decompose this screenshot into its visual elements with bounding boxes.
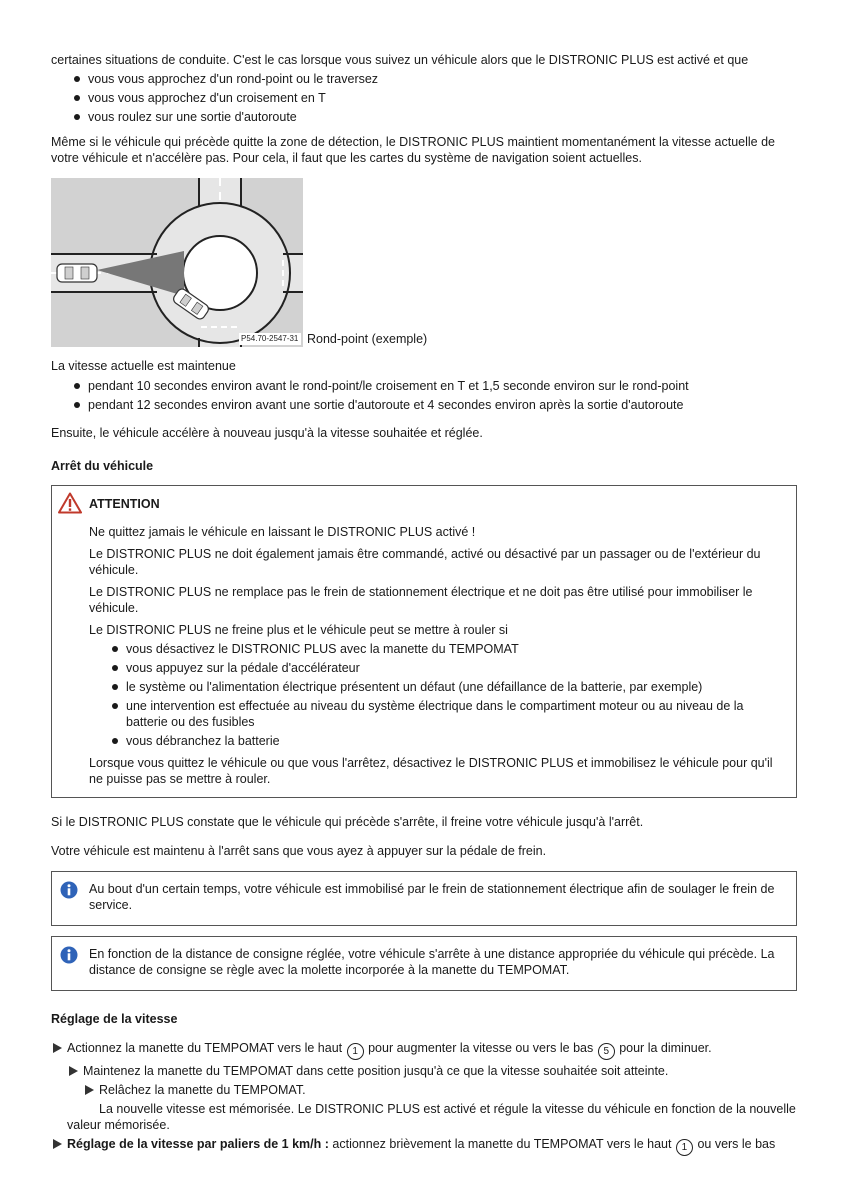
warning-title: ATTENTION bbox=[89, 497, 160, 511]
list-item: vous appuyez sur la pédale d'accélérateur bbox=[110, 660, 782, 676]
list-item: vous débranchez la batterie bbox=[110, 733, 782, 749]
warning-bullets bbox=[89, 641, 782, 749]
intro-bullet-list bbox=[51, 71, 797, 125]
step-3-result-text: La nouvelle vitesse est mémorisée. Le DISTRONIC PLUS est activé et régule la vitesse du véhicule en fonction de la nouvelle valeur mémorisée. bbox=[67, 1102, 796, 1132]
stop-paragraph-2: Votre véhicule est maintenu à l'arrêt sans que vous ayez à appuyer sur la pédale de frein. bbox=[51, 844, 547, 858]
list-item: pendant 10 secondes environ avant le rond-point/le croisement en T et 1,5 seconde environ sur le rond-point bbox=[72, 378, 797, 394]
speed-held-lead: La vitesse actuelle est maintenue bbox=[51, 359, 236, 373]
step-4-bold: Réglage de la vitesse par paliers de 1 km/h : bbox=[67, 1137, 329, 1151]
warning-p3: Le DISTRONIC PLUS ne remplace pas le frein de stationnement électrique et ne doit pas être utilisé pour immobiliser le véhicule. bbox=[89, 585, 753, 615]
info-box-2 bbox=[51, 936, 797, 991]
warning-p1: Ne quittez jamais le véhicule en laissant le DISTRONIC PLUS activé ! bbox=[89, 525, 476, 539]
step-4-text-b: ou vers le bas bbox=[697, 1137, 776, 1151]
info-text-2: En fonction de la distance de consigne réglée, votre véhicule s'arrête à une distance appropriée du véhicule qui précède. La distance de consigne se règle avec la molette incorporée à la manette du TEMPOMAT. bbox=[89, 947, 775, 977]
warning-p4: Le DISTRONIC PLUS ne freine plus et le véhicule peut se mettre à rouler si bbox=[89, 623, 508, 637]
warning-p2: Le DISTRONIC PLUS ne doit également jamais être commandé, activé ou désactivé par un passager ou de l'extérieur du véhicule. bbox=[89, 547, 761, 577]
step-3-text: Relâchez la manette du TEMPOMAT. bbox=[99, 1083, 306, 1097]
step-arrow-icon bbox=[85, 1085, 94, 1095]
warning-box bbox=[51, 485, 797, 798]
step-3-result bbox=[51, 1101, 797, 1133]
intro-line: certaines situations de conduite. C'est le cas lorsque vous suivez un véhicule alors que le DISTRONIC PLUS est activé et que bbox=[51, 53, 749, 67]
speed-held-bullets bbox=[51, 378, 797, 413]
list-item: vous vous approchez d'un croisement en T bbox=[72, 90, 797, 106]
section-heading-speed: Réglage de la vitesse bbox=[51, 1012, 178, 1026]
speed-held-after: Ensuite, le véhicule accélère à nouveau jusqu'à la vitesse souhaitée et réglée. bbox=[51, 426, 483, 440]
list-item: le système ou l'alimentation électrique présentent un défaut (une défaillance de la batterie, par exemple) bbox=[110, 679, 782, 695]
info-icon bbox=[60, 946, 78, 964]
section-heading-stop: Arrêt du véhicule bbox=[51, 459, 154, 473]
step-1 bbox=[51, 1040, 797, 1060]
list-item: vous roulez sur une sortie d'autoroute bbox=[72, 109, 797, 125]
figure-row bbox=[51, 178, 797, 347]
step-4 bbox=[51, 1136, 797, 1156]
position-1-icon: 1 bbox=[347, 1043, 364, 1060]
step-2 bbox=[51, 1063, 797, 1079]
position-5-icon: 5 bbox=[598, 1043, 615, 1060]
info-box-1 bbox=[51, 871, 797, 926]
warning-triangle-icon bbox=[58, 492, 82, 514]
list-item: une intervention est effectuée au niveau du système électrique dans le compartiment moteur ou au niveau de la batterie ou des fusibles bbox=[110, 698, 782, 730]
step-4-text-a: actionnez brièvement la manette du TEMPOMAT vers le haut bbox=[332, 1137, 672, 1151]
figure-caption: Rond-point (exemple) bbox=[307, 332, 428, 346]
step-1-text-a: Actionnez la manette du TEMPOMAT vers le haut bbox=[67, 1041, 343, 1055]
step-1-text-c: pour la diminuer. bbox=[619, 1041, 712, 1055]
manual-page bbox=[51, 52, 797, 1159]
intro-paragraph: Même si le véhicule qui précède quitte la zone de détection, le DISTRONIC PLUS maintient momentanément la vitesse actuelle de votre véhicule et n'accélère pas. Pour cela, il faut que les cartes du système de navigation soient actuelles. bbox=[51, 135, 775, 165]
warning-p5: Lorsque vous quittez le véhicule ou que vous l'arrêtez, désactivez le DISTRONIC PLUS et immobilisez le véhicule pour qu'il ne puisse pas se mettre à rouler. bbox=[89, 756, 773, 786]
step-3 bbox=[51, 1082, 797, 1098]
stop-paragraph-1: Si le DISTRONIC PLUS constate que le véhicule qui précède s'arrête, il freine votre véhicule jusqu'à l'arrêt. bbox=[51, 815, 644, 829]
speed-steps bbox=[51, 1040, 797, 1156]
position-1-icon: 1 bbox=[676, 1139, 693, 1156]
info-icon bbox=[60, 881, 78, 899]
list-item: vous désactivez le DISTRONIC PLUS avec la manette du TEMPOMAT bbox=[110, 641, 782, 657]
figure-code: P54.70-2547-31 bbox=[241, 334, 299, 343]
info-text-1: Au bout d'un certain temps, votre véhicule est immobilisé par le frein de stationnement électrique afin de soulager le frein de service. bbox=[89, 882, 775, 912]
roundabout-illustration bbox=[51, 178, 303, 347]
list-item: vous vous approchez d'un rond-point ou le traversez bbox=[72, 71, 797, 87]
step-arrow-icon bbox=[53, 1043, 62, 1053]
step-arrow-icon bbox=[69, 1066, 78, 1076]
step-2-text: Maintenez la manette du TEMPOMAT dans cette position jusqu'à ce que la vitesse souhaitée soit atteinte. bbox=[83, 1064, 669, 1078]
step-1-text-b: pour augmenter la vitesse ou vers le bas bbox=[368, 1041, 594, 1055]
step-arrow-icon bbox=[53, 1139, 62, 1149]
list-item: pendant 12 secondes environ avant une sortie d'autoroute et 4 secondes environ après la sortie d'autoroute bbox=[72, 397, 797, 413]
